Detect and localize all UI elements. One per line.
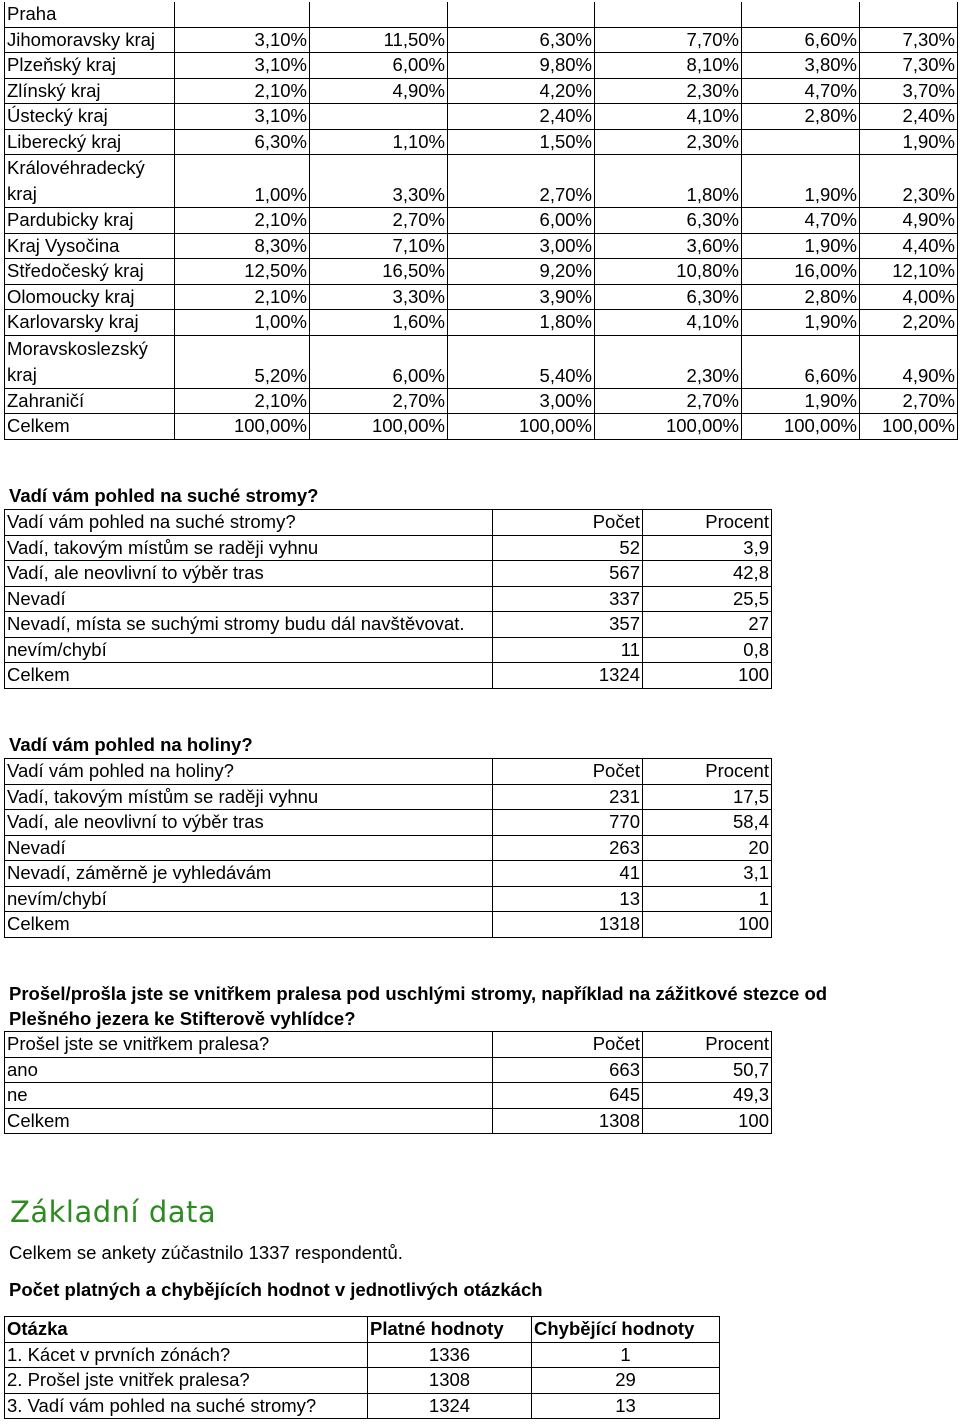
region-value: 2,10%	[175, 284, 310, 310]
column-header: Počet	[493, 759, 643, 785]
column-header: Vadí vám pohled na suché stromy?	[5, 510, 493, 536]
table-row	[5, 2, 958, 27]
region-value: 3,30%	[310, 284, 448, 310]
answer-label: Celkem	[5, 912, 493, 938]
region-value: 2,70%	[310, 388, 448, 414]
column-header: Platné hodnoty	[368, 1317, 532, 1343]
region-value: 3,00%	[448, 388, 595, 414]
answer-label: Nevadí, místa se suchými stromy budu dál navštěvovat.	[5, 612, 493, 638]
percent-value: 58,4	[643, 810, 772, 836]
region-label: Zahraničí	[5, 388, 175, 414]
region-value: 2,20%	[860, 310, 958, 336]
table-row	[5, 586, 772, 612]
count-value: 567	[493, 561, 643, 587]
region-value: 3,90%	[448, 284, 595, 310]
region-value: 2,10%	[175, 388, 310, 414]
region-value: 3,00%	[448, 233, 595, 259]
count-value: 645	[493, 1083, 643, 1109]
region-value: 2,80%	[742, 284, 860, 310]
region-label: Středočeský kraj	[5, 259, 175, 285]
region-value: 4,00%	[860, 284, 958, 310]
table-row	[5, 784, 772, 810]
question-label: 3. Vadí vám pohled na suché stromy?	[5, 1393, 368, 1419]
region-value: 4,20%	[448, 78, 595, 104]
region-value: 5,40%	[448, 335, 595, 388]
region-value: 1,90%	[742, 233, 860, 259]
table-row	[5, 388, 958, 414]
region-value: 2,70%	[310, 208, 448, 234]
region-value	[310, 104, 448, 130]
region-value: 5,20%	[175, 335, 310, 388]
region-value: 4,70%	[742, 208, 860, 234]
count-value: 231	[493, 784, 643, 810]
region-label: Olomoucky kraj	[5, 284, 175, 310]
count-value: 1318	[493, 912, 643, 938]
region-value: 2,70%	[595, 388, 742, 414]
region-value: 2,70%	[860, 388, 958, 414]
count-value: 11	[493, 637, 643, 663]
region-value: 6,60%	[742, 27, 860, 53]
region-value: 2,30%	[595, 129, 742, 155]
empty-cell	[175, 2, 310, 27]
empty-cell	[595, 2, 742, 27]
region-value: 12,10%	[860, 259, 958, 285]
missing-count: 13	[532, 1393, 720, 1419]
count-value: 41	[493, 861, 643, 887]
region-value	[742, 129, 860, 155]
count-value: 357	[493, 612, 643, 638]
forest-walk-heading-line1: Prošel/prošla jste se vnitřkem pralesa pod uschlými stromy, například na zážitkové stezce od	[9, 983, 828, 1004]
region-value: 1,10%	[310, 129, 448, 155]
answer-label: Vadí, takovým místům se raději vyhnu	[5, 784, 493, 810]
answer-label: nevím/chybí	[5, 637, 493, 663]
percent-value: 49,3	[643, 1083, 772, 1109]
percent-value: 1	[643, 886, 772, 912]
answer-label: nevím/chybí	[5, 886, 493, 912]
region-value: 4,90%	[860, 208, 958, 234]
table-row	[5, 233, 958, 259]
region-value: 100,00%	[175, 414, 310, 440]
answer-label: Nevadí	[5, 835, 493, 861]
region-value: 2,70%	[448, 155, 595, 208]
percent-value: 42,8	[643, 561, 772, 587]
region-label: Plzeňský kraj	[5, 53, 175, 79]
region-label: Liberecký kraj	[5, 129, 175, 155]
region-value: 2,80%	[742, 104, 860, 130]
region-value: 7,30%	[860, 53, 958, 79]
table-row	[5, 1108, 772, 1134]
region-distribution-table	[4, 2, 958, 440]
dry-trees-heading: Vadí vám pohled na suché stromy?	[9, 485, 319, 506]
table-row	[5, 535, 772, 561]
empty-cell	[448, 2, 595, 27]
table-row	[5, 129, 958, 155]
table-row	[5, 53, 958, 79]
answer-label: Vadí, ale neovlivní to výběr tras	[5, 810, 493, 836]
total-respondents-note: Celkem se ankety zúčastnilo 1337 respondentů.	[9, 1242, 403, 1263]
answer-label: Vadí, ale neovlivní to výběr tras	[5, 561, 493, 587]
region-label: Kraj Vysočina	[5, 233, 175, 259]
region-value: 3,10%	[175, 104, 310, 130]
region-value: 4,90%	[860, 335, 958, 388]
empty-cell	[860, 2, 958, 27]
table-row	[5, 310, 958, 336]
table-row	[5, 335, 958, 388]
percent-value: 0,8	[643, 637, 772, 663]
region-value: 16,50%	[310, 259, 448, 285]
valid-count: 1324	[368, 1393, 532, 1419]
percent-value: 25,5	[643, 586, 772, 612]
region-value: 100,00%	[742, 414, 860, 440]
region-value: 1,90%	[860, 129, 958, 155]
table-row	[5, 208, 958, 234]
region-value: 1,90%	[742, 155, 860, 208]
section-title: Základní data	[10, 1195, 217, 1229]
region-value: 1,60%	[310, 310, 448, 336]
table-header-row	[5, 1317, 720, 1343]
answer-label: Celkem	[5, 663, 493, 689]
table-row	[5, 612, 772, 638]
region-value: 6,30%	[175, 129, 310, 155]
region-value: 10,80%	[595, 259, 742, 285]
region-label: Karlovarsky kraj	[5, 310, 175, 336]
table-row	[5, 835, 772, 861]
count-value: 52	[493, 535, 643, 561]
region-value: 2,30%	[595, 335, 742, 388]
region-value: 2,30%	[860, 155, 958, 208]
region-label: Jihomoravsky kraj	[5, 27, 175, 53]
region-value: 9,20%	[448, 259, 595, 285]
answer-label: Nevadí	[5, 586, 493, 612]
percent-value: 17,5	[643, 784, 772, 810]
column-header: Procent	[643, 510, 772, 536]
column-header: Procent	[643, 759, 772, 785]
region-value: 4,10%	[595, 310, 742, 336]
table-row	[5, 810, 772, 836]
table-row	[5, 861, 772, 887]
clearings-heading: Vadí vám pohled na holiny?	[9, 734, 253, 755]
question-label: 2. Prošel jste vnitřek pralesa?	[5, 1368, 368, 1394]
region-value: 2,40%	[448, 104, 595, 130]
region-value: 2,30%	[595, 78, 742, 104]
region-value: 6,00%	[310, 335, 448, 388]
region-value: 1,80%	[595, 155, 742, 208]
region-value: 7,10%	[310, 233, 448, 259]
table-row	[5, 284, 958, 310]
table-header-row	[5, 1032, 772, 1058]
region-value: 8,10%	[595, 53, 742, 79]
region-value: 1,90%	[742, 388, 860, 414]
region-label: Moravskoslezský kraj	[5, 335, 175, 388]
answer-label: Nevadí, záměrně je vyhledávám	[5, 861, 493, 887]
region-label: Celkem	[5, 414, 175, 440]
percent-value: 27	[643, 612, 772, 638]
answer-label: Celkem	[5, 1108, 493, 1134]
region-value: 7,70%	[595, 27, 742, 53]
table-row	[5, 886, 772, 912]
region-value: 3,80%	[742, 53, 860, 79]
region-label: Praha	[5, 2, 175, 27]
table-row	[5, 414, 958, 440]
column-header: Počet	[493, 510, 643, 536]
table-row	[5, 104, 958, 130]
region-value: 6,00%	[448, 208, 595, 234]
region-value: 16,00%	[742, 259, 860, 285]
region-value: 3,10%	[175, 27, 310, 53]
percent-value: 20	[643, 835, 772, 861]
percent-value: 50,7	[643, 1057, 772, 1083]
count-value: 1324	[493, 663, 643, 689]
count-value: 663	[493, 1057, 643, 1083]
table-row	[5, 259, 958, 285]
missing-count: 1	[532, 1342, 720, 1368]
region-label: Pardubicky kraj	[5, 208, 175, 234]
region-value: 3,30%	[310, 155, 448, 208]
region-value: 8,30%	[175, 233, 310, 259]
table-header-row	[5, 510, 772, 536]
region-value: 100,00%	[860, 414, 958, 440]
table-row	[5, 561, 772, 587]
table-header-row	[5, 759, 772, 785]
percent-value: 3,9	[643, 535, 772, 561]
empty-cell	[742, 2, 860, 27]
region-value: 4,40%	[860, 233, 958, 259]
valid-missing-table	[4, 1316, 720, 1419]
valid-values-heading: Počet platných a chybějících hodnot v jednotlivých otázkách	[9, 1279, 543, 1300]
table-row	[5, 1393, 720, 1419]
column-header: Počet	[493, 1032, 643, 1058]
region-value: 6,00%	[310, 53, 448, 79]
region-value: 6,30%	[595, 284, 742, 310]
region-value: 6,30%	[448, 27, 595, 53]
table-row	[5, 155, 958, 208]
region-value: 3,60%	[595, 233, 742, 259]
clearings-table	[4, 758, 772, 938]
answer-label: ano	[5, 1057, 493, 1083]
forest-walk-heading	[9, 981, 827, 1031]
column-header: Prošel jste se vnitřkem pralesa?	[5, 1032, 493, 1058]
empty-cell	[310, 2, 448, 27]
region-value: 1,00%	[175, 310, 310, 336]
region-label: Ústecký kraj	[5, 104, 175, 130]
count-value: 770	[493, 810, 643, 836]
table-row	[5, 1368, 720, 1394]
table-row	[5, 1057, 772, 1083]
region-value: 4,70%	[742, 78, 860, 104]
region-value: 7,30%	[860, 27, 958, 53]
missing-count: 29	[532, 1368, 720, 1394]
region-value: 4,90%	[310, 78, 448, 104]
region-value: 6,30%	[595, 208, 742, 234]
region-label: Zlínský kraj	[5, 78, 175, 104]
count-value: 1308	[493, 1108, 643, 1134]
answer-label: Vadí, takovým místům se raději vyhnu	[5, 535, 493, 561]
question-label: 1. Kácet v prvních zónách?	[5, 1342, 368, 1368]
column-header: Otázka	[5, 1317, 368, 1343]
column-header: Vadí vám pohled na holiny?	[5, 759, 493, 785]
count-value: 337	[493, 586, 643, 612]
valid-count: 1308	[368, 1368, 532, 1394]
table-row	[5, 1083, 772, 1109]
percent-value: 100	[643, 1108, 772, 1134]
forest-walk-table	[4, 1031, 772, 1134]
region-value: 9,80%	[448, 53, 595, 79]
percent-value: 3,1	[643, 861, 772, 887]
region-value: 2,10%	[175, 78, 310, 104]
region-value: 1,00%	[175, 155, 310, 208]
region-value: 1,50%	[448, 129, 595, 155]
table-row	[5, 912, 772, 938]
answer-label: ne	[5, 1083, 493, 1109]
region-value: 6,60%	[742, 335, 860, 388]
valid-count: 1336	[368, 1342, 532, 1368]
percent-value: 100	[643, 912, 772, 938]
table-row	[5, 27, 958, 53]
table-row	[5, 663, 772, 689]
region-value: 3,70%	[860, 78, 958, 104]
region-value: 1,80%	[448, 310, 595, 336]
column-header: Procent	[643, 1032, 772, 1058]
table-row	[5, 1342, 720, 1368]
count-value: 263	[493, 835, 643, 861]
table-row	[5, 78, 958, 104]
region-value: 100,00%	[310, 414, 448, 440]
region-value: 2,40%	[860, 104, 958, 130]
region-value: 100,00%	[448, 414, 595, 440]
region-value: 2,10%	[175, 208, 310, 234]
region-value: 12,50%	[175, 259, 310, 285]
count-value: 13	[493, 886, 643, 912]
table-row	[5, 637, 772, 663]
region-label: Královéhradecký kraj	[5, 155, 175, 208]
region-value: 100,00%	[595, 414, 742, 440]
region-value: 1,90%	[742, 310, 860, 336]
region-value: 4,10%	[595, 104, 742, 130]
forest-walk-heading-line2: Plešného jezera ke Stifterově vyhlídce?	[9, 1008, 356, 1029]
region-value: 3,10%	[175, 53, 310, 79]
column-header: Chybějící hodnoty	[532, 1317, 720, 1343]
region-value: 11,50%	[310, 27, 448, 53]
dry-trees-table	[4, 509, 772, 689]
percent-value: 100	[643, 663, 772, 689]
